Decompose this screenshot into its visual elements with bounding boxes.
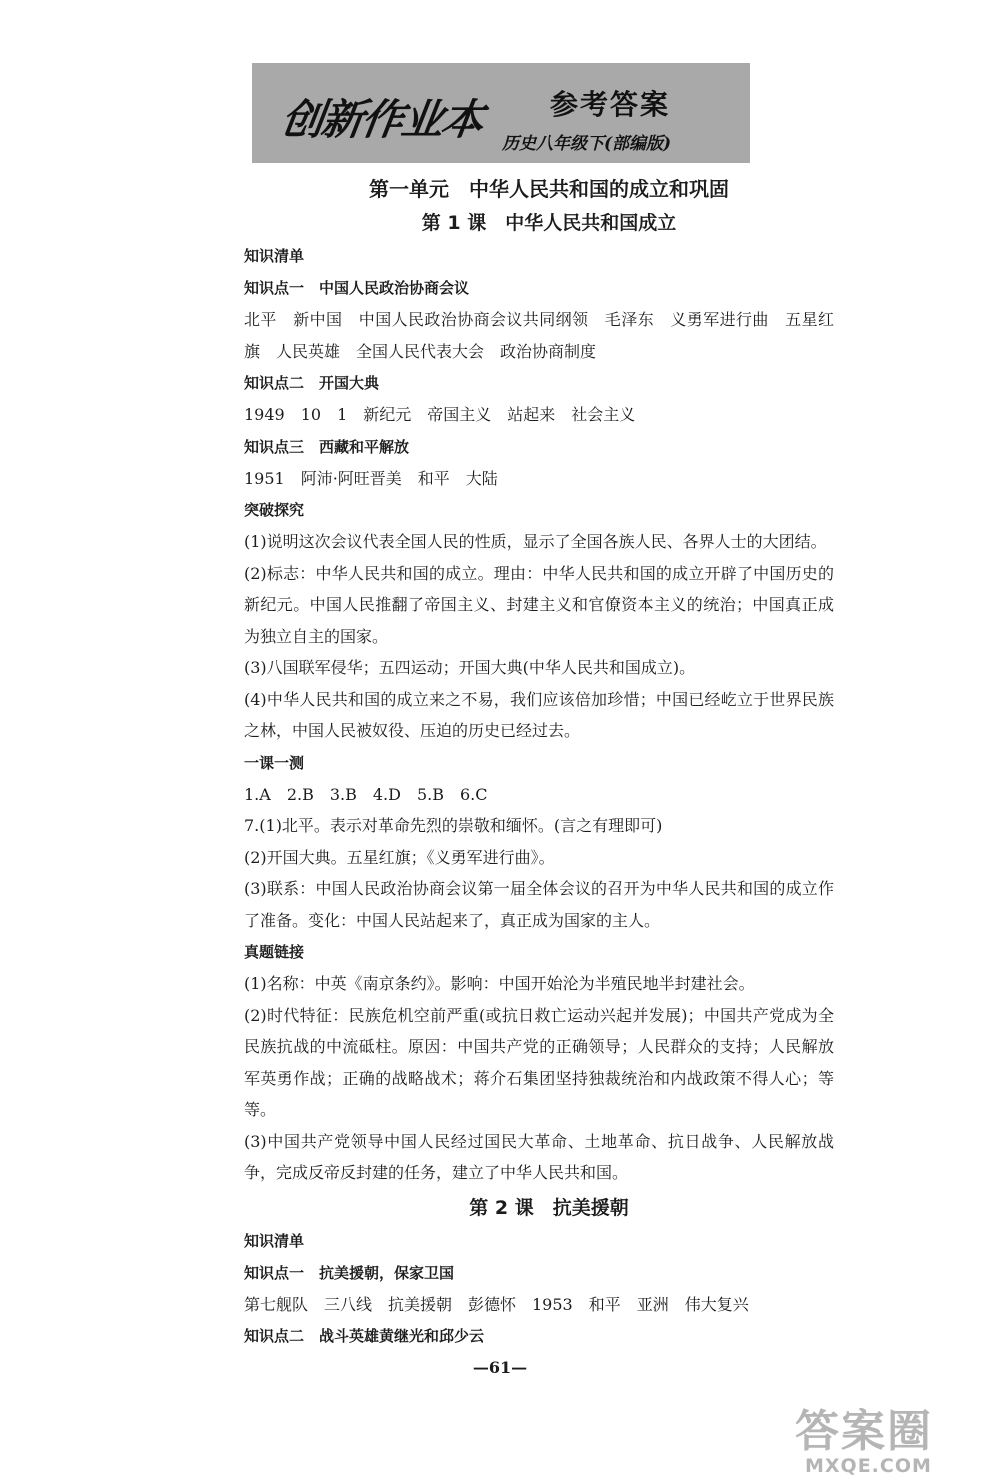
section-heading: 突破探究 bbox=[244, 501, 305, 519]
knowledge-point-heading: 知识点三 西藏和平解放 bbox=[244, 437, 410, 456]
answer-text: (4)中华人民共和国的成立来之不易，我们应该倍加珍惜；中国已经屹立于世界民族之林，中国人民被奴役、压迫的历史已经过去。 bbox=[244, 689, 834, 740]
page-content bbox=[244, 172, 834, 1352]
answer-text: (1)说明这次会议代表全国人民的性质，显示了全国各族人民、各界人士的大团结。 bbox=[244, 532, 827, 551]
answer-text: (3)联系：中国人民政治协商会议第一届全体会议的召开为中华人民共和国的成立作了准备。变化：中国人民站起来了，真正成为国家的主人。 bbox=[244, 879, 834, 930]
answer-text: 1949 10 1 新纪元 帝国主义 站起来 社会主义 bbox=[244, 405, 636, 424]
knowledge-point-heading: 知识点一 抗美援朝，保家卫国 bbox=[244, 1263, 455, 1282]
answer-text: 第七舰队 三八线 抗美援朝 彭德怀 1953 和平 亚洲 伟大复兴 bbox=[244, 1294, 749, 1314]
section-heading: 知识清单 bbox=[244, 247, 305, 265]
section-heading: 真题链接 bbox=[244, 943, 305, 961]
watermark-logo: 答案圈 bbox=[795, 1406, 933, 1457]
knowledge-point-heading: 知识点一 中国人民政治协商会议 bbox=[244, 279, 470, 297]
watermark-url: MXQE.COM bbox=[805, 1455, 932, 1477]
series-logo: 创新作业本 bbox=[278, 95, 486, 144]
page-number: —61— bbox=[472, 1358, 528, 1377]
answer-text: 1951 阿沛·阿旺晋美 和平 大陆 bbox=[244, 468, 498, 488]
answer-text: (3)八国联军侵华；五四运动；开国大典(中华人民共和国成立)。 bbox=[244, 658, 696, 677]
lesson-2-title: 第 2 课 抗美援朝 bbox=[469, 1196, 629, 1219]
knowledge-point-heading: 知识点二 开国大典 bbox=[244, 374, 380, 392]
knowledge-point-heading: 知识点二 战斗英雄黄继光和邱少云 bbox=[244, 1327, 485, 1345]
header-banner bbox=[252, 63, 750, 163]
lesson-1-title: 第 1 课 中华人民共和国成立 bbox=[421, 212, 677, 234]
answer-text: (2)开国大典。五星红旗；《义勇军进行曲》。 bbox=[244, 847, 555, 867]
site-watermark bbox=[795, 1395, 933, 1477]
answer-text: (2)标志：中华人民共和国的成立。理由：中华人民共和国的成立开辟了中国历史的新纪元。中国人民推翻了帝国主义、封建主义和官僚资本主义的统治；中国真正成为独立自主的国家。 bbox=[244, 563, 834, 646]
answer-text: (2)时代特征：民族危机空前严重(或抗日救亡运动兴起并发展)；中国共产党成为全民族抗战的中流砥柱。原因：中国共产党的正确领导；人民群众的支持；人民解放军英勇作战；正确的战略战术；蒋介石集团坚持独裁统治和内战政策不得人心；等等。 bbox=[244, 1005, 834, 1119]
banner-subtitle: 历史八年级下(部编版) bbox=[502, 134, 672, 154]
unit-title: 第一单元 中华人民共和国的成立和巩固 bbox=[369, 177, 729, 201]
section-heading: 一课一测 bbox=[244, 753, 305, 772]
banner-title: 参考答案 bbox=[550, 88, 671, 121]
answer-text: (1)名称：中英《南京条约》。影响：中国开始沦为半殖民地半封建社会。 bbox=[244, 974, 755, 993]
answer-text: (3)中国共产党领导中国人民经过国民大革命、土地革命、抗日战争、人民解放战争，完成反帝反封建的任务，建立了中华人民共和国。 bbox=[244, 1131, 834, 1182]
answer-text: 北平 新中国 中国人民政治协商会议共同纲领 毛泽东 义勇军进行曲 五星红旗 人民英雄 全国人民代表大会 政治协商制度 bbox=[244, 310, 834, 361]
section-heading: 知识清单 bbox=[244, 1231, 305, 1250]
answer-text: 1.A 2.B 3.B 4.D 5.B 6.C bbox=[244, 784, 488, 804]
answer-text: 7.(1)北平。表示对革命先烈的崇敬和缅怀。(言之有理即可) bbox=[244, 816, 663, 835]
